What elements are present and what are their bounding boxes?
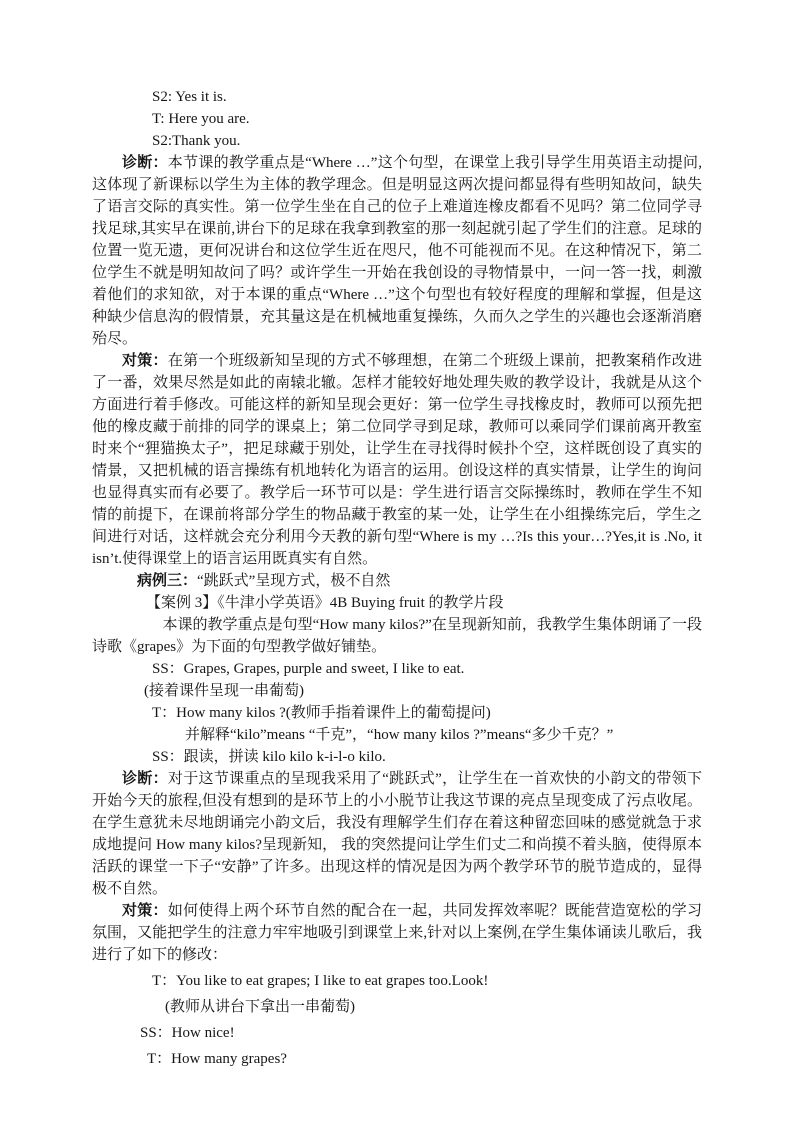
line-text: T：How many grapes? <box>147 1051 287 1067</box>
stage-note <box>165 996 702 1018</box>
paragraph-lead: 病例三： <box>137 573 198 589</box>
paragraph-body: 在第一个班级新知呈现的方式不够理想，在第二个班级上课前，把教案稍作改进了一番，效果尽然是如此的南辕北辙。怎样才能较好地处理失败的教学设计，我就是从这个方面进行着手修改。可能这样的新知呈现会更好：第一位学生寻找橡皮时，教师可以预先把他的橡皮藏于前排的同学的课桌上；第二位同学寻到足球，教师可以乘同学们课前离开教室时来个“狸猫换太子”，把足球藏于别处，让学生在寻找得时候扑个空，这样既创设了真实的情景，又把机械的语言操练有机地转化为语言的运用。创设这样的真实情景，让学生的询问也显得真实而有必要了。教学后一环节可以是：学生进行语言交际操练时，教师在学生不知情的前提下，在课前将部分学生的物品藏于教室的某一处，让学生在小组操练完后，学生之间进行对话，这样就会充分利用今天教的新句型“Where is my …?Is this your…?Yes,it is .No, it isn’t.使得课堂上的语言运用既真实有自然。 <box>92 353 702 567</box>
paragraph-lead: 诊断： <box>122 155 168 171</box>
paragraph-lead: 对策： <box>122 903 168 919</box>
countermeasure-paragraph <box>92 900 702 966</box>
paragraph-lead: 诊断： <box>122 771 168 787</box>
line-text: 本课的教学重点是句型“How many kilos?”在呈现新知前，我教学生集体朗诵了一段诗歌《grapes》为下面的句型教学做好铺垫。 <box>92 617 702 655</box>
dialogue-line <box>147 1048 702 1070</box>
countermeasure-paragraph <box>92 350 702 570</box>
paragraph-body: 对于这节课重点的呈现我采用了“跳跃式”，让学生在一首欢快的小韵文的带领下开始今天的旅程,但没有想到的是环节上的小小脱节让我这节课的亮点呈现变成了污点收尾。在学生意犹未尽地朗诵完小韵文后，我没有理解学生们存在着这种留恋回味的感觉就急于求成地提问 How many kilos?呈现新知， 我的突然提问让学生们丈二和尚摸不着头脑，使得原本活跃的课堂一下子“安静”了许多。出现这样的情况是因为两个教学环节的脱节造成的，显得极不自然。 <box>92 771 702 897</box>
line-text: (接着课件呈现一串葡萄) <box>144 683 304 699</box>
paragraph-body: 本节课的教学重点是“Where …”这个句型，在课堂上我引导学生用英语主动提问,这体现了新课标以学生为主体的教学理念。但是明显这两次提问都显得有些明知故问，缺失了语言交际的真实性。第一位学生坐在自己的位子上难道连橡皮都看不见吗？第二位同学寻找足球,其实早在课前,讲台下的足球在我拿到教室的那一刻起就引起了学生们的注意。足球的位置一览无遗，更何况讲台和这位学生近在咫尺，他不可能视而不见。在这种情况下，第二位学生不就是明知故问了吗？或许学生一开始在我创设的寻物情景中，一问一答一找，刺激着他们的求知欲，对于本课的重点“Where …”这个句型也有较好程度的理解和掌握，但是这种缺少信息沟的假情景，充其量这是在机械地重复操练，久而久之学生的兴趣也会逐渐消磨殆尽。 <box>92 155 702 347</box>
line-text: SS：跟读，拼读 kilo kilo k-i-l-o kilo. <box>152 749 386 765</box>
line-text: 并解释“kilo”means “千克”，“how many kilos ?”means“多少千克？” <box>185 727 614 743</box>
dialogue-line <box>152 658 702 680</box>
paragraph-lead: 对策： <box>122 353 168 369</box>
diagnosis-paragraph <box>92 768 702 900</box>
dialogue-line <box>152 130 702 152</box>
line-text: T：You like to eat grapes; I like to eat grapes too.Look! <box>152 973 489 989</box>
paragraph-body: 如何使得上两个环节自然的配合在一起，共同发挥效率呢？既能营造宽松的学习氛围，又能把学生的注意力牢牢地吸引到课堂上来,针对以上案例,在学生集体诵读儿歌后，我进行了如下的修改： <box>92 903 702 963</box>
dialogue-line <box>152 108 702 130</box>
line-text: (教师从讲台下拿出一串葡萄) <box>165 999 355 1015</box>
line-text: S2: Yes it is. <box>152 89 227 105</box>
diagnosis-paragraph <box>92 152 702 350</box>
line-text: SS：Grapes, Grapes, purple and sweet, I like to eat. <box>152 661 465 677</box>
stage-note <box>144 680 702 702</box>
line-text: S2:Thank you. <box>152 133 241 149</box>
case-intro-paragraph <box>92 614 702 658</box>
dialogue-line <box>152 702 702 724</box>
line-text: SS：How nice! <box>140 1025 235 1041</box>
dialogue-line <box>140 1022 702 1044</box>
line-text: T: Here you are. <box>152 111 250 127</box>
paragraph-body: “跳跃式”呈现方式，极不自然 <box>197 573 391 589</box>
dialogue-line <box>152 86 702 108</box>
dialogue-line <box>152 746 702 768</box>
line-text: 【案例 3】《牛津小学英语》4B Buying fruit 的教学片段 <box>146 595 504 611</box>
case-label <box>92 592 702 614</box>
dialogue-explanation <box>185 724 702 746</box>
line-text: T：How many kilos ?(教师手指着课件上的葡萄提问) <box>152 705 491 721</box>
dialogue-line <box>152 970 702 992</box>
section-heading <box>92 570 702 592</box>
